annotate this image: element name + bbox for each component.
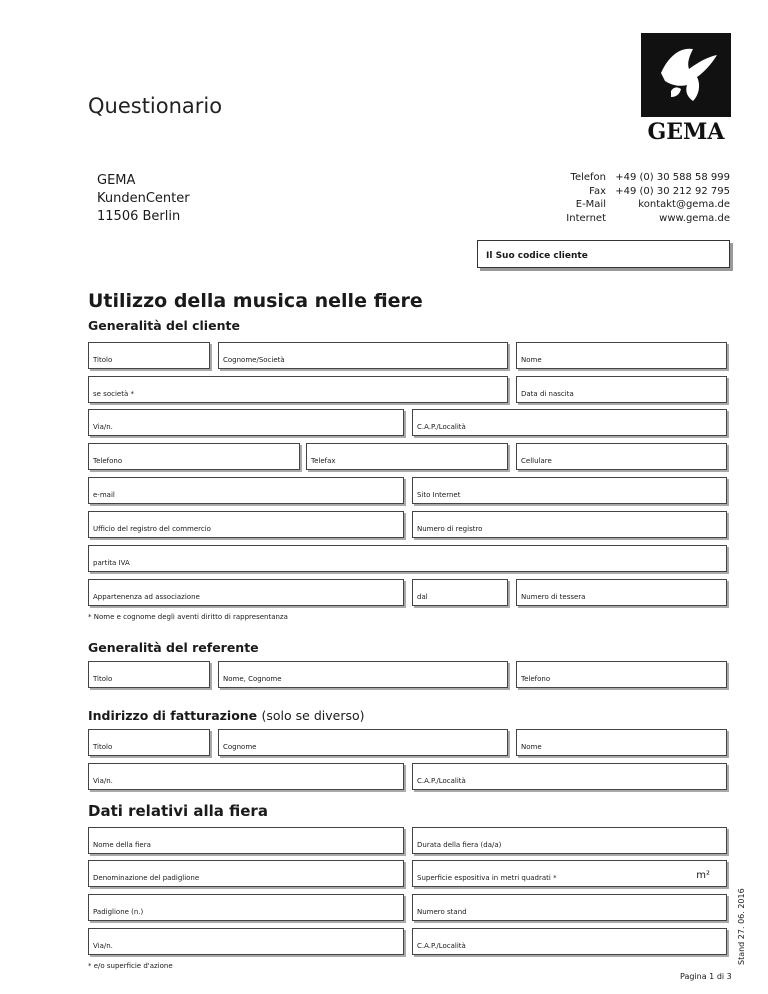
field-padiglione-numero[interactable] xyxy=(88,894,404,921)
field-label: Sito Internet xyxy=(417,491,461,499)
field-fatt-cap[interactable] xyxy=(412,763,727,790)
field-fatt-cognome[interactable] xyxy=(218,729,508,756)
field-label: Telefono xyxy=(521,675,551,683)
field-label: Cognome xyxy=(223,743,257,751)
field-nome-fiera[interactable] xyxy=(88,827,404,854)
field-cap-localita[interactable] xyxy=(412,409,727,436)
field-email[interactable] xyxy=(88,477,404,504)
section-title-fiera: Dati relativi alla fiera xyxy=(88,802,268,820)
fatturazione-title: Indirizzo di fatturazione xyxy=(88,708,258,723)
field-label: Numero di registro xyxy=(417,525,483,533)
section-title-fatturazione xyxy=(88,708,365,723)
field-label: C.A.P./Località xyxy=(417,942,466,950)
field-label: e-mail xyxy=(93,491,115,499)
address-line: KundenCenter xyxy=(97,191,190,206)
field-label: Cognome/Società xyxy=(223,356,285,364)
contact-fax: +49 (0) 30 212 92 795 xyxy=(615,185,730,197)
field-sito-internet[interactable] xyxy=(412,477,727,504)
field-superficie[interactable] xyxy=(412,860,727,887)
fatturazione-suffix: (solo se diverso) xyxy=(261,708,365,723)
field-fatt-titolo[interactable] xyxy=(88,729,210,756)
field-label: Titolo xyxy=(93,743,113,751)
field-telefax[interactable] xyxy=(306,443,508,470)
field-fatt-nome[interactable] xyxy=(516,729,727,756)
field-label: Cellulare xyxy=(521,457,552,465)
field-label: C.A.P./Località xyxy=(417,423,466,431)
field-partita-iva[interactable] xyxy=(88,545,727,572)
field-titolo[interactable] xyxy=(88,342,210,369)
field-numero-registro[interactable] xyxy=(412,511,727,538)
contact-label: Internet xyxy=(566,212,606,224)
field-label: Titolo xyxy=(93,675,113,683)
field-label: partita IVA xyxy=(93,559,130,567)
field-fatt-via[interactable] xyxy=(88,763,404,790)
contact-values xyxy=(610,171,730,225)
client-code-label: Il Suo codice cliente xyxy=(486,251,588,261)
field-label: Via/n. xyxy=(93,942,113,950)
field-label: Appartenenza ad associazione xyxy=(93,593,200,601)
page-number: Pagina 1 di 3 xyxy=(680,972,732,981)
field-label: Padiglione (n.) xyxy=(93,908,144,916)
field-padiglione-denominazione[interactable] xyxy=(88,860,404,887)
field-fiera-via[interactable] xyxy=(88,928,404,955)
field-label: Telefono xyxy=(93,457,123,465)
contact-website: www.gema.de xyxy=(659,212,730,224)
field-label: Ufficio del registro del commercio xyxy=(93,525,211,533)
field-label: Denominazione del padiglione xyxy=(93,874,200,882)
svg-text:GEMA: GEMA xyxy=(647,119,725,145)
field-nome[interactable] xyxy=(516,342,727,369)
field-label: Via/n. xyxy=(93,777,113,785)
client-code-field[interactable] xyxy=(477,240,730,268)
field-label: dal xyxy=(417,593,428,601)
field-telefono[interactable] xyxy=(88,443,300,470)
field-label: se società * xyxy=(93,390,134,398)
field-label: Numero stand xyxy=(417,908,467,916)
field-ref-telefono[interactable] xyxy=(516,661,727,688)
field-ufficio-registro[interactable] xyxy=(88,511,404,538)
address-line: GEMA xyxy=(97,173,136,188)
stand-date: Stand 27. 06. 2016 xyxy=(737,888,746,965)
field-label: Data di nascita xyxy=(521,390,574,398)
field-durata-fiera[interactable] xyxy=(412,827,727,854)
field-label: Nome xyxy=(521,356,542,364)
field-fiera-cap[interactable] xyxy=(412,928,727,955)
field-label: Nome della fiera xyxy=(93,841,151,849)
contact-label: E-Mail xyxy=(575,199,606,210)
field-label: C.A.P./Località xyxy=(417,777,466,785)
field-label: Numero di tessera xyxy=(521,593,586,601)
document-title: Questionario xyxy=(88,94,223,118)
unit-square-meters: m² xyxy=(696,870,710,881)
field-numero-stand[interactable] xyxy=(412,894,727,921)
field-se-societa[interactable] xyxy=(88,376,508,403)
contact-label: Fax xyxy=(589,185,606,197)
field-cellulare[interactable] xyxy=(516,443,727,470)
section-title-cliente: Generalità del cliente xyxy=(88,318,240,333)
contact-phone: +49 (0) 30 588 58 999 xyxy=(615,172,730,183)
address-block xyxy=(97,172,190,226)
note-rappresentanza: * Nome e cognome degli aventi diritto di rappresentanza xyxy=(88,613,288,621)
field-ref-nome-cognome[interactable] xyxy=(218,661,508,688)
field-cognome-societa[interactable] xyxy=(218,342,508,369)
field-appartenenza[interactable] xyxy=(88,579,404,606)
note-superficie: * e/o superficie d'azione xyxy=(88,962,173,970)
field-via[interactable] xyxy=(88,409,404,436)
main-title: Utilizzo della musica nelle fiere xyxy=(88,290,423,312)
field-label: Superficie espositiva in metri quadrati * xyxy=(417,874,557,882)
gema-logo xyxy=(641,33,731,146)
field-label: Nome xyxy=(521,743,542,751)
field-label: Via/n. xyxy=(93,423,113,431)
field-ref-titolo[interactable] xyxy=(88,661,210,688)
field-data-nascita[interactable] xyxy=(516,376,727,403)
field-label: Nome, Cognome xyxy=(223,675,282,683)
field-dal[interactable] xyxy=(412,579,508,606)
contact-label: Telefon xyxy=(570,172,606,183)
contact-labels xyxy=(540,171,606,225)
contact-email: kontakt@gema.de xyxy=(638,199,730,210)
field-label: Titolo xyxy=(93,356,113,364)
address-line: 11506 Berlin xyxy=(97,209,181,224)
field-label: Durata della fiera (da/a) xyxy=(417,841,502,849)
field-numero-tessera[interactable] xyxy=(516,579,727,606)
field-label: Telefax xyxy=(311,457,336,465)
section-title-referente: Generalità del referente xyxy=(88,640,259,655)
